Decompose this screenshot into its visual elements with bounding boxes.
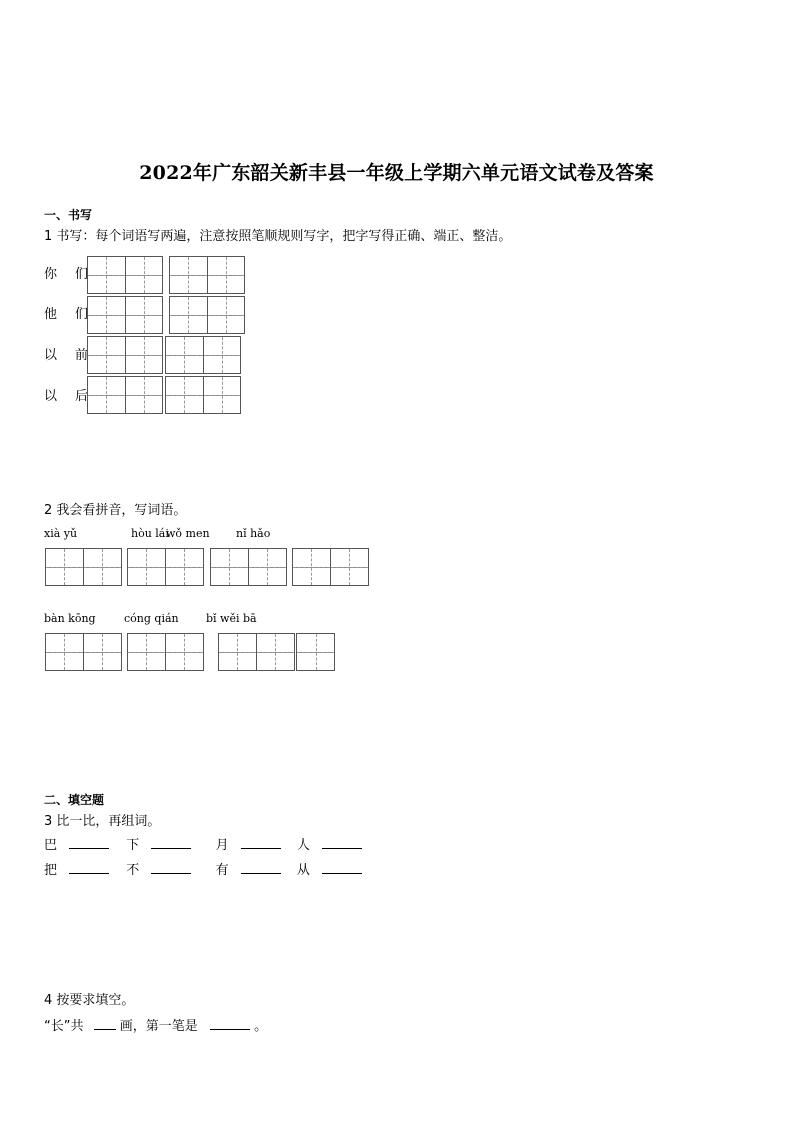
compare-char: 月	[215, 838, 229, 853]
writing-box[interactable]	[296, 633, 335, 671]
q4-part2: 画，第一笔是	[119, 1019, 198, 1034]
writing-box[interactable]	[127, 548, 204, 586]
row2-char1: 他	[44, 307, 58, 322]
answer-blank[interactable]	[241, 861, 281, 874]
row3-char1: 以	[44, 348, 58, 363]
page-title: 2022年广东韶关新丰县一年级上学期六单元语文试卷及答案	[139, 162, 654, 184]
pinyin-label: nǐ hǎo	[236, 527, 271, 540]
row1-char1: 你	[44, 267, 58, 282]
answer-blank[interactable]	[69, 861, 109, 874]
writing-box[interactable]	[292, 548, 369, 586]
compare-char: 有	[215, 863, 229, 878]
writing-box[interactable]	[87, 256, 163, 294]
compare-char: 人	[296, 838, 310, 853]
question-2-text: 2 我会看拼音，写词语。	[44, 503, 187, 518]
writing-box[interactable]	[210, 548, 287, 586]
writing-box[interactable]	[45, 548, 122, 586]
compare-char: 巴	[44, 838, 58, 853]
writing-box[interactable]	[169, 296, 245, 334]
first-stroke-blank[interactable]	[210, 1017, 250, 1030]
question-4-fill	[44, 1015, 267, 1034]
row2-char2: 们	[75, 307, 89, 322]
pinyin-label: bǐ wěi bā	[206, 612, 257, 625]
writing-box[interactable]	[165, 376, 241, 414]
compare-row-1	[44, 834, 362, 853]
writing-box[interactable]	[45, 633, 122, 671]
writing-box[interactable]	[165, 336, 241, 374]
stroke-count-blank[interactable]	[94, 1017, 116, 1030]
writing-box[interactable]	[127, 633, 204, 671]
writing-box[interactable]	[218, 633, 295, 671]
writing-box[interactable]	[87, 336, 163, 374]
compare-char: 不	[126, 863, 140, 878]
pinyin-label: wǒ men	[166, 527, 210, 540]
q4-part3: 。	[254, 1019, 268, 1034]
compare-char: 把	[44, 863, 58, 878]
answer-blank[interactable]	[322, 861, 362, 874]
row3-char2: 前	[75, 348, 89, 363]
pinyin-label: bàn kōng	[44, 612, 96, 625]
answer-blank[interactable]	[322, 836, 362, 849]
answer-blank[interactable]	[151, 861, 191, 874]
compare-row-2	[44, 859, 362, 878]
row4-char1: 以	[44, 389, 58, 404]
question-3-text: 3 比一比，再组词。	[44, 814, 161, 829]
pinyin-label: cóng qián	[124, 612, 179, 625]
writing-box[interactable]	[87, 296, 163, 334]
answer-blank[interactable]	[69, 836, 109, 849]
writing-box[interactable]	[169, 256, 245, 294]
section-heading-writing: 一、书写	[44, 208, 93, 222]
row4-char2: 后	[75, 389, 89, 404]
question-4-text: 4 按要求填空。	[44, 993, 135, 1008]
row1-char2: 们	[75, 267, 89, 282]
answer-blank[interactable]	[151, 836, 191, 849]
section-heading-fill: 二、填空题	[44, 793, 105, 807]
answer-blank[interactable]	[241, 836, 281, 849]
pinyin-label: xià yǔ	[44, 527, 78, 540]
compare-char: 从	[296, 863, 310, 878]
q4-part1: “长”共	[44, 1019, 84, 1034]
compare-char: 下	[126, 838, 140, 853]
question-1-text: 1 书写：每个词语写两遍，注意按照笔顺规则写字，把字写得正确、端正、整洁。	[44, 229, 512, 244]
writing-box[interactable]	[87, 376, 163, 414]
pinyin-label: hòu lái	[131, 527, 169, 540]
